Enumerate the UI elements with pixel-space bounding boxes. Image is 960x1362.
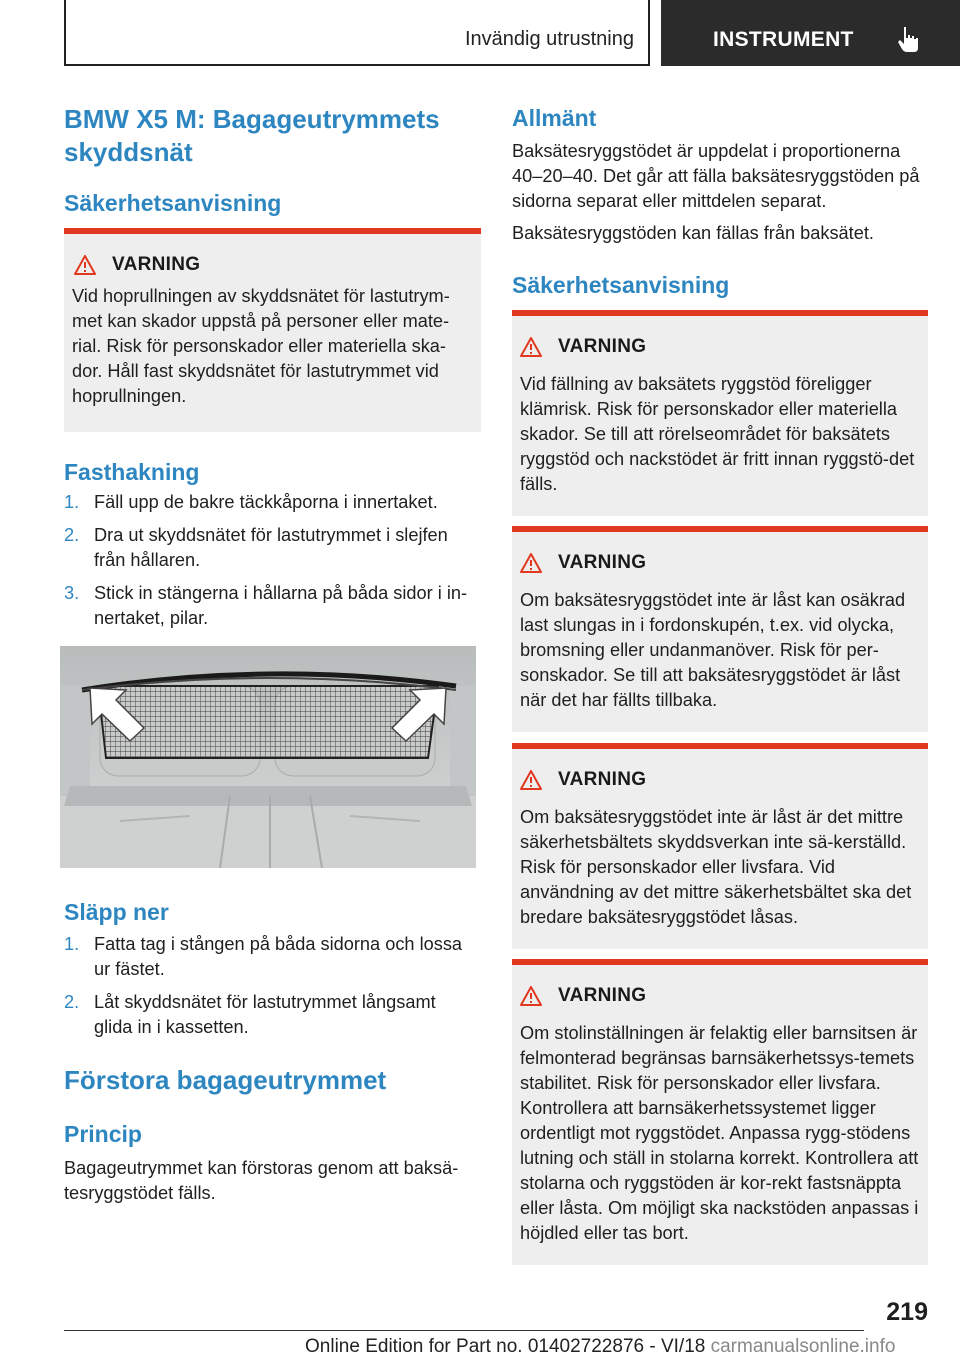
footer-edition bbox=[305, 1336, 895, 1358]
list-item: 2. Dra ut skyddsnätet för lastutrymmet i slejfen från hållaren. bbox=[64, 525, 448, 570]
warning-box bbox=[512, 310, 928, 516]
warning-triangle-icon bbox=[520, 770, 542, 790]
hand-pointer-icon bbox=[893, 24, 923, 54]
warning-text: Om stolinställningen är felaktig eller barnsitsen är felmonterad begränsas barnsäkerhetssys‐temets stabilitet. Risk för personskador eller livsfara. Kontrollera att barnsäkerhetssystemet ligger ordentligt mot ryggstödet. Anpassa rygg‐stödens lutning och ställ in stolarna korrekt. Kontrollera att stolarna och ryggstöden är kor‐rekt fastsnäppta eller låsta. Om möjligt ska nackstöden anpassas i höjdled eller tas bort. bbox=[520, 1023, 919, 1243]
fasthakning-heading: Fasthakning bbox=[64, 459, 200, 485]
warning-box bbox=[512, 959, 928, 1265]
watermark-text: carmanualsonline.info bbox=[710, 1336, 896, 1357]
warning-label: VARNING bbox=[558, 985, 647, 1006]
warning-box bbox=[512, 526, 928, 732]
allmant-paragraph-1: Baksätesryggstödet är uppdelat i proportionerna 40–20–40. Det går att fälla baksätesryggstöden på sidorna separat eller mittdelen separat. bbox=[512, 141, 920, 211]
warning-text: Om baksätesryggstödet inte är låst kan osäkrad last slungas in i fordonskupén, t.ex. vid olycka, bromsning eller undanmanöver. Risk för per‐sonskador. Se till att baksätesryggstödet är låst när det har fällts tillbaka. bbox=[520, 590, 906, 710]
header-section-box bbox=[64, 0, 650, 66]
list-item: 3. Stick in stängerna i hållarna på båda sidor i in‐nertaket, pilar. bbox=[64, 583, 468, 628]
warning-label: VARNING bbox=[558, 769, 647, 790]
warning-box bbox=[512, 743, 928, 949]
section-title: Invändig utrustning bbox=[464, 28, 634, 50]
warning-triangle-icon bbox=[520, 553, 542, 573]
warning-triangle-icon bbox=[520, 986, 542, 1006]
safety-heading-right: Säkerhetsanvisning bbox=[512, 272, 730, 298]
chapter-title: INSTRUMENT bbox=[713, 28, 854, 51]
slapp-ner-heading: Släpp ner bbox=[64, 899, 169, 925]
list-item: 1. Fäll upp de bakre täckkåporna i innertaket. bbox=[64, 492, 438, 512]
warning-text: Vid hoprullningen av skyddsnätet för lastutrym‐met kan skador uppstå på personer eller mate‐rial. Risk för personskador eller materiella ska‐dor. Håll fast skyddsnätet för lastutrymmet vid hoprullningen. bbox=[72, 286, 450, 406]
princip-heading: Princip bbox=[64, 1121, 142, 1147]
edition-text: Online Edition for Part no. 01402722876 - VI/18 bbox=[305, 1336, 706, 1357]
footer-divider bbox=[64, 1330, 864, 1331]
header-chapter-box bbox=[661, 0, 960, 66]
warning-label: VARNING bbox=[558, 336, 647, 357]
safety-heading-left: Säkerhetsanvisning bbox=[64, 190, 282, 216]
warning-triangle-icon bbox=[520, 337, 542, 357]
warning-box bbox=[64, 228, 481, 432]
princip-text: Bagageutrymmet kan förstoras genom att baksä‐tesryggstödet fälls. bbox=[64, 1158, 459, 1203]
list-item: 2. Låt skyddsnätet för lastutrymmet långsamt glida in i kassetten. bbox=[64, 992, 436, 1037]
cargo-net-illustration bbox=[60, 646, 476, 868]
warning-triangle-icon bbox=[74, 255, 96, 275]
page-number: 219 bbox=[886, 1298, 928, 1326]
warning-label: VARNING bbox=[558, 552, 647, 573]
forstora-heading: Förstora bagageutrymmet bbox=[64, 1065, 387, 1095]
warning-text: Om baksätesryggstödet inte är låst är det mittre säkerhetsbältets skyddsverkan inte sä‐kerställd. Risk för personskador eller livsfara. Vid användning av det mittre säkerhetsbältet ska det bredare baksätesryggstödet låsas. bbox=[520, 807, 912, 927]
fasthakning-steps bbox=[64, 490, 476, 639]
allmant-paragraph-2: Baksätesryggstöden kan fällas från baksätet. bbox=[512, 223, 874, 243]
allmant-heading: Allmänt bbox=[512, 105, 597, 131]
warning-text: Vid fällning av baksätets ryggstöd föreligger klämrisk. Risk för personskador eller materiella skador. Se till att rörelseområdet för baksätets ryggstöd och nackstödet är fritt innan ryggstö‐det fälls. bbox=[520, 374, 915, 494]
warning-label: VARNING bbox=[112, 254, 201, 275]
page-title: BMW X5 M: Bagageutrymmets skyddsnät bbox=[64, 104, 440, 167]
list-item: 1. Fatta tag i stången på båda sidorna och lossa ur fästet. bbox=[64, 934, 463, 979]
slapp-ner-steps bbox=[64, 932, 476, 1048]
